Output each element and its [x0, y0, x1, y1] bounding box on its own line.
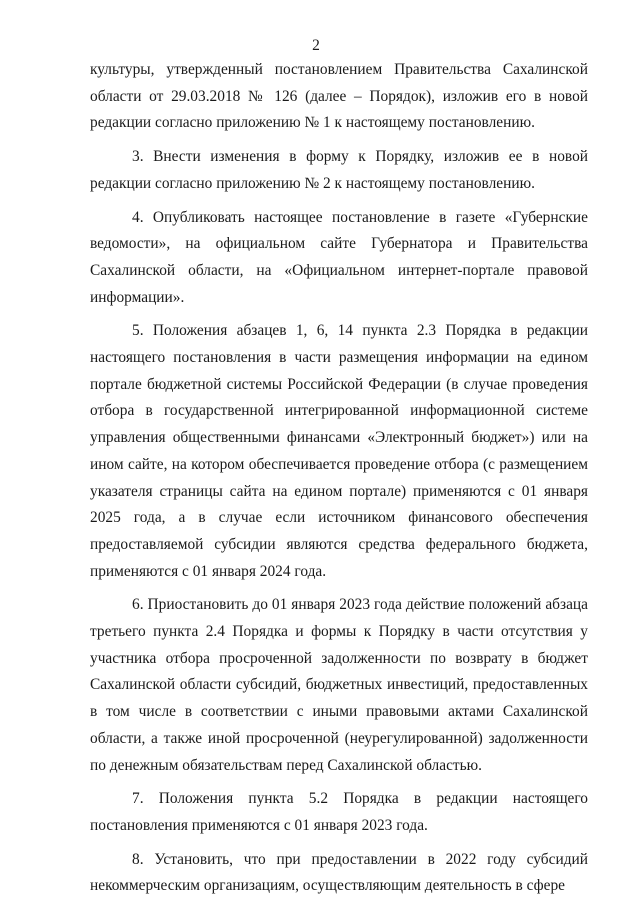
paragraph-item-4: 4. Опубликовать настоящее постановление в газете «Губернские ведомости», на официальном сайте Губернатора и Правительства Сахалинской области, на «Официальном интернет-портале правовой информации». — [90, 208, 588, 306]
paragraph-item-8: 8. Установить, что при предоставлении в 2022 году субсидий некоммерческим организациям, осуществляющим деятельность в сфере — [90, 850, 588, 895]
paragraph-item-3: 3. Внести изменения в форму к Порядку, изложив ее в новой редакции согласно приложению № 2 к настоящему постановлению. — [90, 148, 588, 192]
paragraph-item-5: 5. Положения абзацев 1, 6, 14 пункта 2.3 Порядка в редакции настоящего постановления в части размещения информации на едином портале бюджетной системы Российской Федерации (в случае проведения отбора в государственной интегрированной информационной системе управления общественными финансами «Электронный бюджет») или на ином сайте, на котором обеспечивается проведение отбора (с размещением указателя страницы сайта на едином портале) применяются с 01 января 2025 года, а в случае если источником финансового обеспечения предоставляемой субсидии являются средства федерального бюджета, применяются с 01 января 2024 года. — [90, 322, 588, 580]
paragraph-item-7: 7. Положения пункта 5.2 Порядка в редакции настоящего постановления применяются с 01 января 2023 года. — [90, 790, 588, 834]
document-body — [90, 57, 588, 900]
paragraph-continuation: культуры, утвержденный постановлением Правительства Сахалинской области от 29.03.2018 № 126 (далее – Порядок), изложив его в новой редакции согласно приложению № 1 к настоящему постановлению. — [90, 61, 588, 132]
page-number: 2 — [312, 37, 320, 54]
paragraph-item-6: 6. Приостановить до 01 января 2023 года действие положений абзаца третьего пункта 2.4 Порядка и формы к Порядку в части отсутствия у участника отбора просроченной задолженности по возврату в бюджет Сахалинской области субсидий, бюджетных инвестиций, предоставленных в том числе в соответствии с иными правовыми актами Сахалинской области, а также иной просроченной (неурегулированной) задолженности по денежным обязательствам перед Сахалинской областью. — [90, 596, 588, 774]
